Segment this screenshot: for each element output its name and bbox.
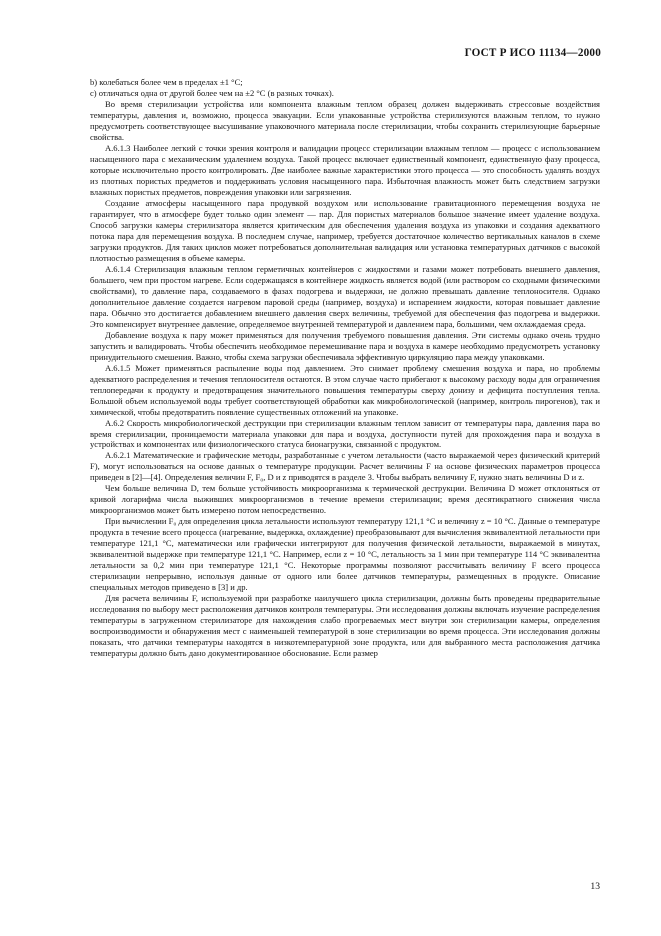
paragraph: А.6.2 Скорость микробиологической деструкции при стерилизации влажным теплом зависит от температуры пара, давления пара во время стерилизации, проницаемости материала упаковки для пара и воздуха, доступности путей для прохождения пара и воздуха в устройствах и компонентах или физиологического статуса бионагрузки, связанной с продуктом. xyxy=(90,417,600,450)
paragraph: b) колебаться более чем в пределах ±1 °С; xyxy=(90,77,243,87)
paragraph: А.6.1.5 Может применяться распыление воды под давлением. Это снимает проблему смешения воздуха и пара, но проблемы адекватного распределения и течения теплоносителя остаются. В этом случае часто прибегают к высокому расходу воды для ограничения теплопередачи к продукту и предотвращения значительного повышения температуры сверху донизу и дефицита поступления тепла. Большой объем используемой воды требует соответствующей обработки как микробиологической (например, контроль пирогенов), так и химической, чтобы предотвратить появление существенных отложений на упаковке. xyxy=(90,362,600,417)
paragraph: Для расчета величины F, используемой при разработке наилучшего цикла стерилизации, должны быть проведены предварительные исследования по выбору мест расположения датчиков контроля температуры. Эти исследования должны включать изучение распределения температуры в загруженном стерилизаторе для нахождения слабо прогреваемых мест внутри зон стерилизации камеры, определения воспроизводимости и обнаружения мест с наименьшей температурой в зоне стерилизации во время процесса. Эти исследования должны показать, что датчики температуры находятся в низкотемпературной зоне продукта, или для выбранного места расположения датчика температуры должно быть дано документированное обоснование. Если размер xyxy=(90,593,600,659)
page-number: 13 xyxy=(590,881,600,892)
paragraph: Добавление воздуха к пару может применяться для получения требуемого повышения давления. Эти системы однако очень трудно запустить и валидировать. Чтобы обеспечить необходимое перемешивание пара и воздуха в камере необходимо предусмотреть установку принудительного смешения. Важно, чтобы схема загрузки обеспечивала эффективную циркуляцию пара между упаковками. xyxy=(90,329,600,362)
paragraph: А.6.1.4 Стерилизация влажным теплом герметичных контейнеров с жидкостями и газами может потребовать внешнего давления, большего, чем при простом нагреве. Если содержащаяся в контейнере жидкость является водой (или раствором со сходными физическими свойствами), то давление пара, создаваемого в фазах подогрева и выдержки, не должно превышать давление теплоносителя. Однако дополнительное давление создается нагревом паровой среды (например, воздуха) и испарением жидкости, которая повышает давление пара. Обычно это достигается добавлением внешнего давления сверх величины, требуемой для обеспечения фаз подогрева и выдержки. Это компенсирует внутреннее давление, определяемое внутренней температурой и давлением пара, большими, чем охлаждаемая среда. xyxy=(90,263,600,329)
paragraph: с) отличаться одна от другой более чем на ±2 °С (в разных точках). xyxy=(90,87,334,98)
document-body xyxy=(90,77,600,659)
paragraph: А.6.2.1 Математические и графические методы, разработанные с учетом летальности (часто выражаемой через физический критерий F), могут использоваться на основе данных о температуре продукции. Расчет величины F на основе физических параметров процесса приведен в [2]—[4]. Определения величин F, F₀, D и z приводятся в разделе 3. Чтобы выбрать величину F, нужно знать величины D и z. xyxy=(90,450,600,483)
paragraph: Создание атмосферы насыщенного пара продувкой воздухом или использование гравитационного перемещения воздуха не гарантирует, что в атмосфере будет только один элемент — пар. Для пористых материалов большое значение имеет удаление воздуха. Способ загрузки камеры стерилизатора является критическим для обеспечения удаления воздуха из упаковки и создания адекватного потока пара для перемещения воздуха. В последнем случае, например, требуется достаточное количество вертикальных каналов в схеме загрузки продуктов. Для таких циклов может потребоваться дополнительная валидация или установка температурных датчиков с высокой плотностью размещения в объеме камеры. xyxy=(90,197,600,263)
paragraph: При вычислении F₀ для определения цикла летальности используют температуру 121,1 °С и величину z = 10 °С. Данные о температуре продукта в течение всего процесса (нагревание, выдержка, охлаждение) преобразовывают для вычисления эквивалентной летальности при температуре 121,1 °С, математически или графически интегрируют для получения физической летальности, выражаемой в минутах, эквивалентной выдержке при температуре 121,1 °С. Например, если z = 10 °С, летальность за 1 мин при температуре 114 °С эквивалентна летальности за 0,2 мин при температуре 121,1 °С. Некоторые программы позволяют рассчитывать величину F всего процесса стерилизации непрерывно, используя данные от одного или более датчиков температуры, размещенных в продукте. Описание специальных методов приведено в [3] и др. xyxy=(90,516,600,593)
paragraph: Во время стерилизации устройства или компонента влажным теплом образец должен выдерживать стрессовые воздействия температуры, давления и, возможно, процесса эвакуации. Если упакованные устройства стерилизуются влажным теплом, то нужно предусмотреть соответствующее высушивание упаковочного материала после стерилизации, чтобы сохранить стерилизующие барьерные свойства. xyxy=(90,98,600,142)
paragraph: Чем больше величина D, тем больше устойчивость микроорганизма к термической деструкции. Величина D может отклоняться от кривой логарифма числа выживших микроорганизмов в течение времени стерилизации; время десятикратного снижения числа микроорганизмов может быть измерено потом непосредственно. xyxy=(90,483,600,516)
standard-code-header: ГОСТ Р ИСО 11134—2000 xyxy=(464,47,601,59)
paragraph: А.6.1.3 Наиболее легкий с точки зрения контроля и валидации процесс стерилизации влажным теплом — процесс с использованием насыщенного пара с механическим удалением воздуха. Такой процесс включает единственный компонент, единственную фазу процесса, которые исключительно просто контролировать. Две наиболее важные характеристики этого процесса — это способность удалять воздух из плотных пористых предметов и поддерживать условия насыщенного пара. Избыточная влажность может быть следствием загрузки влажных пористых предметов, повреждения упаковки или загрязнения. xyxy=(90,142,600,197)
